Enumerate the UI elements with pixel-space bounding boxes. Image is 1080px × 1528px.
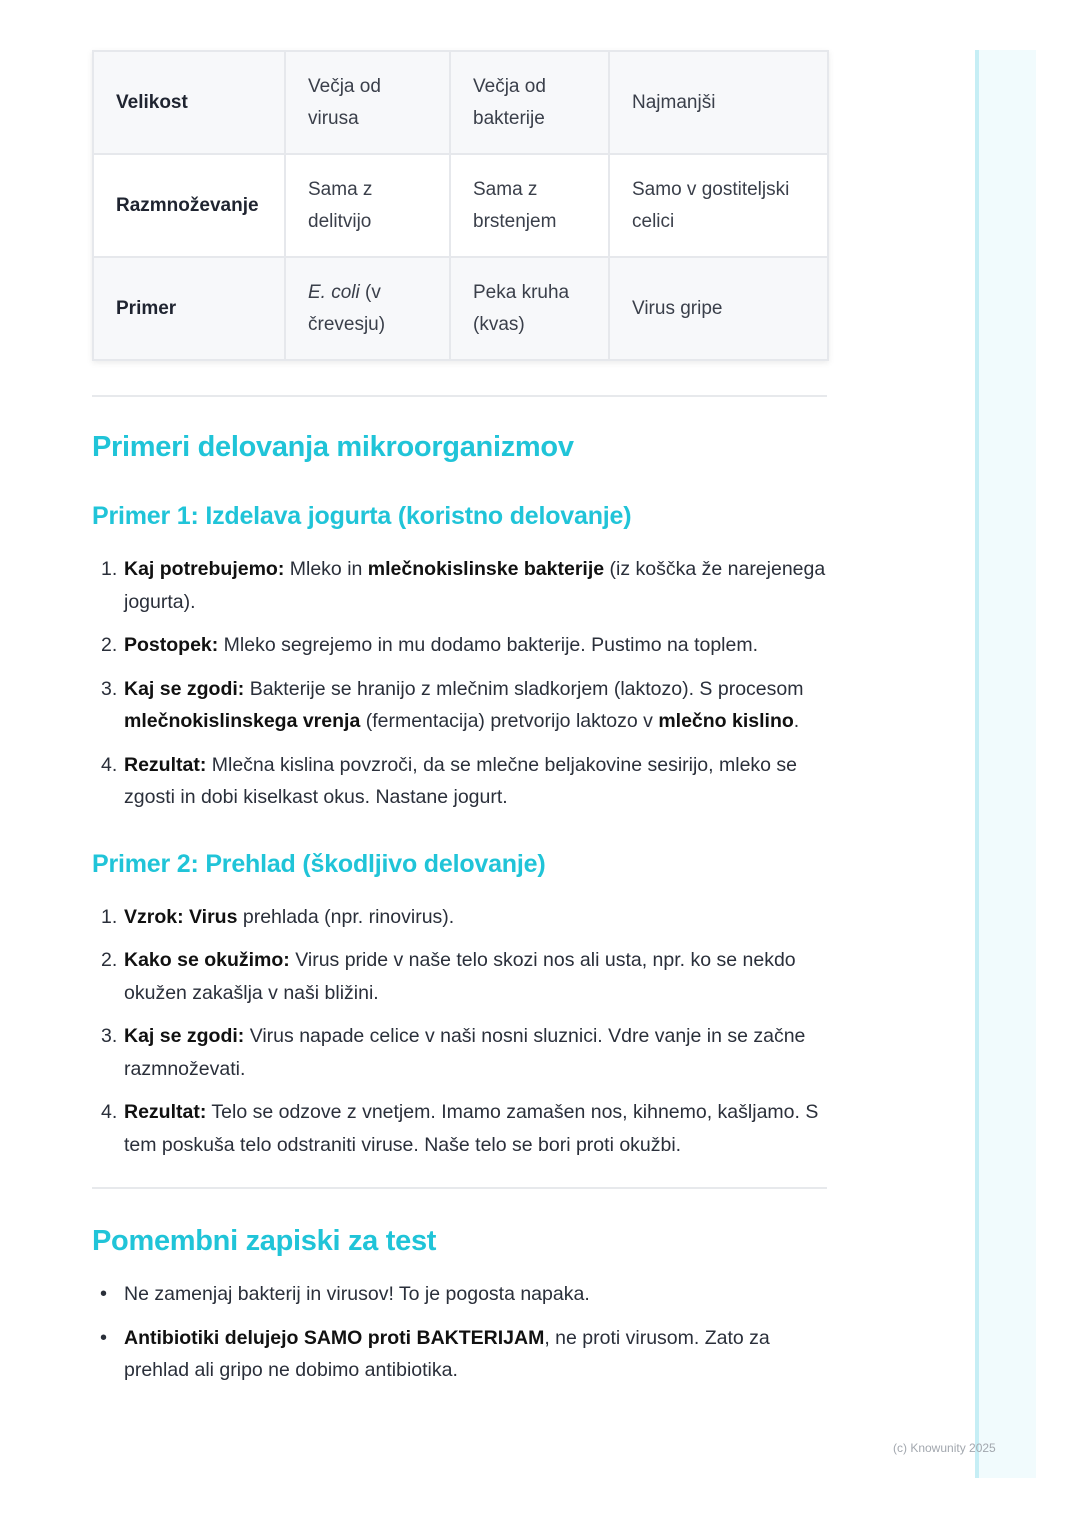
document-page <box>92 50 827 1398</box>
list-item <box>92 1322 827 1387</box>
divider <box>92 395 827 397</box>
text: Virus napade celice v naši nosni sluznici. Vdre vanje in se začne razmnoževati. <box>124 1025 806 1080</box>
list-number: 4. <box>101 753 118 776</box>
bold-text: mlečno kislino <box>658 710 794 732</box>
table-cell: Virus gripe <box>609 257 828 360</box>
list-number: 1. <box>101 558 118 580</box>
list-number: 2. <box>101 634 118 656</box>
divider <box>92 1187 827 1189</box>
bold-text: mlečnokislinske bakterije <box>367 558 605 580</box>
table-row <box>93 257 828 360</box>
table-cell: Sama z brstenjem <box>450 154 609 257</box>
bold-text: Vzrok: Virus <box>124 905 238 928</box>
row-label: Velikost <box>93 51 285 154</box>
text: Mleko in <box>284 558 368 580</box>
list-number: 3. <box>101 677 118 700</box>
copyright-footer: (c) Knowunity 2025 <box>893 1441 996 1455</box>
example-title: Primer 1: Izdelava jogurta (koristno delovanje) <box>92 502 632 530</box>
list-item <box>92 1020 827 1085</box>
list-number: 4. <box>101 1101 118 1123</box>
list-item <box>92 749 827 814</box>
section-title: Pomembni zapiski za test <box>92 1225 437 1257</box>
text: prehlada (npr. rinovirus). <box>237 905 455 928</box>
bold-text: Rezultat: <box>124 753 207 776</box>
text: Bakterije se hranijo z mlečnim sladkorjem (laktozo). S procesom <box>244 677 804 700</box>
text: Mleko segrejemo in mu dodamo bakterije. Pustimo na toplem. <box>218 634 759 656</box>
table-cell <box>285 257 450 360</box>
list-number: 1. <box>101 905 118 928</box>
row-label: Primer <box>93 257 285 360</box>
list-item <box>92 1278 827 1311</box>
table-cell: Večja od virusa <box>285 51 450 154</box>
side-strip <box>975 50 1036 1478</box>
comparison-table <box>92 50 829 361</box>
example-title: Primer 2: Prehlad (škodljivo delovanje) <box>92 849 546 878</box>
list-number: 2. <box>101 949 118 971</box>
bold-text: Kaj potrebujemo: <box>124 558 285 580</box>
bold-text: Rezultat: <box>124 1101 207 1123</box>
bullet-icon: • <box>100 1283 108 1305</box>
bold-text: mlečnokislinskega vrenja <box>124 710 361 732</box>
bold-text: Kaj se zgodi: <box>124 677 245 700</box>
bold-text: Antibiotiki delujejo SAMO proti BAKTERIJAM <box>124 1326 545 1349</box>
table-row <box>93 51 828 154</box>
text: (iz koščka že narejenega jogurta). <box>124 558 826 613</box>
list-number: 3. <box>101 1025 118 1047</box>
bold-text: Kaj se zgodi: <box>124 1025 245 1047</box>
text: , ne proti virusom. Zato za prehlad ali gripo ne dobimo antibiotika. <box>124 1326 770 1381</box>
text: Telo se odzove z vnetjem. Imamo zamašen nos, kihnemo, kašljamo. S tem poskuša telo odstraniti viruse. Naše telo se bori proti okužbi. <box>124 1101 819 1156</box>
table-cell: Sama z delitvijo <box>285 154 450 257</box>
text: Virus pride v naše telo skozi nos ali usta, npr. ko se nekdo okužen zakašlja v naši bližini. <box>124 949 796 1004</box>
bold-text: Kako se okužimo: <box>124 949 290 971</box>
text: Mlečna kislina povzroči, da se mlečne beljakovine sesirijo, mleko se zgosti in dobi kiselkast okus. Nastane jogurt. <box>124 753 798 808</box>
bold-text: Postopek: <box>124 634 219 656</box>
list-item <box>92 673 827 738</box>
notes-list <box>92 1278 827 1387</box>
species-name: E. coli <box>308 281 360 303</box>
list-item <box>92 944 827 1009</box>
table-cell: Peka kruha (kvas) <box>450 257 609 360</box>
table-cell: Večja od bakterije <box>450 51 609 154</box>
table-cell: Najmanjši <box>609 51 828 154</box>
text: . <box>793 710 800 732</box>
list-item <box>92 901 827 934</box>
text: Ne zamenjaj bakterij in virusov! To je pogosta napaka. <box>124 1283 590 1305</box>
list-item <box>92 629 827 662</box>
table-cell: Samo v gostiteljski celici <box>609 154 828 257</box>
species-note: (v črevesju) <box>308 281 386 335</box>
text: (fermentacija) pretvorijo laktozo v <box>360 710 659 732</box>
list-item <box>92 553 827 618</box>
bullet-icon: • <box>100 1326 108 1349</box>
example2-steps <box>92 901 827 1162</box>
list-item <box>92 1096 827 1161</box>
section-title: Primeri delovanja mikroorganizmov <box>92 431 574 463</box>
example1-steps <box>92 553 827 814</box>
row-label: Razmnoževanje <box>93 154 285 257</box>
table-row <box>93 154 828 257</box>
